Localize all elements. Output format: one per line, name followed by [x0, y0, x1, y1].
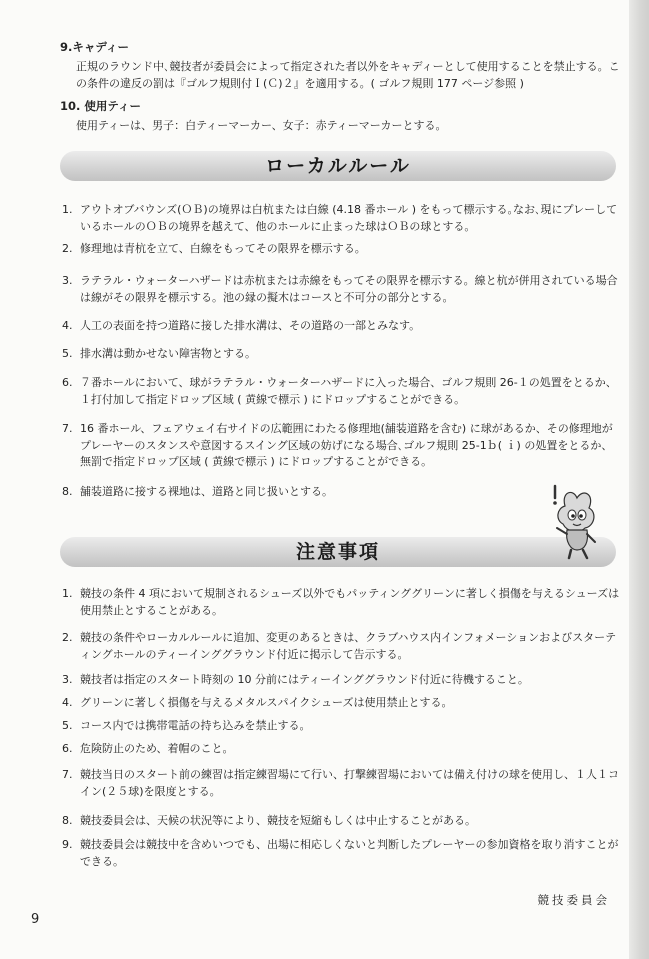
note-item [62, 585, 622, 619]
item-number: 9. [62, 838, 73, 851]
note-item [62, 671, 622, 688]
item-text: ７番ホールにおいて、球がラテラル・ウォーターハザードに入った場合、ゴルフ規則 26-１の処置をとるか、１打付加して指定ドロップ区域 ( 黄線で標示 ) にドロップすることができる。 [80, 376, 617, 406]
item-text: 危険防止のため、着帽のこと。 [80, 742, 234, 755]
note-item [62, 812, 622, 829]
item-text: 競技の条件やローカルルールに追加、変更のあるときは、クラブハウス内インフォメーションおよびスターティングホールのティーインググラウンド付近に掲示して告示する。 [80, 631, 617, 661]
item-text: 競技当日のスタート前の練習は指定練習場にて行い、打撃練習場においては備え付けの球を使用し、１人１コイン(２５球)を限度とする。 [80, 768, 619, 798]
local-rule-item [62, 421, 622, 471]
item-number: 2. [62, 242, 73, 255]
item-number: 5. [62, 347, 73, 360]
local-rule-item [62, 484, 622, 501]
item-text: 競技委員会は、天候の状況等により、競技を短縮もしくは中止することがある。 [80, 814, 476, 827]
note-item [62, 766, 622, 800]
item-text: アウトオブバウンズ(ＯＢ)の境界は白杭または白線 (4.18 番ホール ) をもって標示する｡なお､現にプレーしているホールのＯＢの境界を越えて、他のホールに止まった球はＯＢの球とする。 [80, 203, 618, 233]
item-number: 8. [62, 814, 73, 827]
page-number: 9 [31, 912, 40, 927]
mascot-illustration [543, 484, 603, 560]
page-edge-shadow [629, 0, 649, 959]
note-item [62, 836, 622, 870]
note-item [62, 629, 622, 663]
local-rule-item [62, 273, 622, 306]
item-text: 舗装道路に接する裸地は、道路と同じ扱いとする。 [80, 485, 333, 498]
local-rule-item [62, 375, 622, 408]
item-text: 修理地は青杭を立て、白線をもってその限界を標示する。 [80, 242, 366, 255]
item-number: 6. [62, 742, 73, 755]
intro-title: 10. 使用ティー [60, 99, 141, 113]
item-number: 3. [62, 274, 73, 287]
intro-body: 使用ティーは、男子：白ティーマーカー、女子：赤ティーマーカーとする。 [76, 119, 447, 132]
committee-signature: 競技委員会 [537, 893, 610, 907]
intro-body: 正規のラウンド中､競技者が委員会によって指定された者以外をキャディーとして使用することを禁止する。この条件の違反の罰は『ゴルフ規則付Ｉ(Ｃ)２』を適用する。( ゴルフ規則 177 ページ参照 ) [76, 60, 620, 90]
item-text: コース内では携帯電話の持ち込みを禁止する。 [80, 719, 311, 732]
notes-heading: 注意事項 [60, 537, 616, 567]
local-rules-heading: ローカルルール [60, 151, 616, 181]
note-item [62, 694, 622, 711]
intro-title: 9.キャディー [60, 40, 129, 54]
item-text: 人工の表面を持つ道路に接した排水溝は、その道路の一部とみなす。 [80, 319, 421, 332]
item-text: グリーンに著しく損傷を与えるメタルスパイクシューズは使用禁止とする。 [80, 696, 453, 709]
item-number: 8. [62, 485, 73, 498]
local-rule-item [62, 318, 622, 335]
local-rule-item [62, 346, 622, 363]
item-number: 6. [62, 376, 73, 389]
intro-item-tee [60, 99, 620, 134]
item-number: 7. [62, 768, 73, 781]
item-text: 競技委員会は競技中を含めいつでも、出場に相応しくないと判断したプレーヤーの参加資格を取り消すことができる。 [80, 838, 619, 868]
intro-item-caddie [60, 40, 620, 92]
item-number: 4. [62, 319, 73, 332]
item-number: 2. [62, 631, 73, 644]
item-text: 競技の条件 4 項において規制されるシューズ以外でもパッティンググリーンに著しく損傷を与えるシューズは使用禁止とすることがある。 [80, 587, 620, 617]
note-item [62, 740, 622, 757]
item-number: 3. [62, 673, 73, 686]
item-number: 4. [62, 696, 73, 709]
local-rule-item [62, 202, 622, 235]
item-number: 1. [62, 203, 73, 216]
item-text: 排水溝は動かせない障害物とする。 [80, 347, 256, 360]
item-number: 1. [62, 587, 73, 600]
note-item [62, 717, 622, 734]
item-number: 5. [62, 719, 73, 732]
item-number: 7. [62, 422, 73, 435]
local-rule-item [62, 241, 622, 258]
item-text: 競技者は指定のスタート時刻の 10 分前にはティーインググラウンド付近に待機すること。 [80, 673, 529, 686]
item-text: 16 番ホール、フェアウェイ右サイドの広範囲にわたる修理地(舗装道路を含む) に球があるか、その修理地がプレーヤーのスタンスや意図するスイング区域の妨げになる場合､ゴルフ規則 25-1ｂ( ｉ) の処置をとるか、無罰で指定ドロップ区域 ( 黄線で標示 ) にドロップすることができる。 [80, 422, 613, 468]
item-text: ラテラル・ウォーターハザードは赤杭または赤線をもってその限界を標示する。線と杭が併用されている場合は線がその限界を標示する。池の縁の擬木はコースと不可分の部分とする。 [80, 274, 618, 304]
